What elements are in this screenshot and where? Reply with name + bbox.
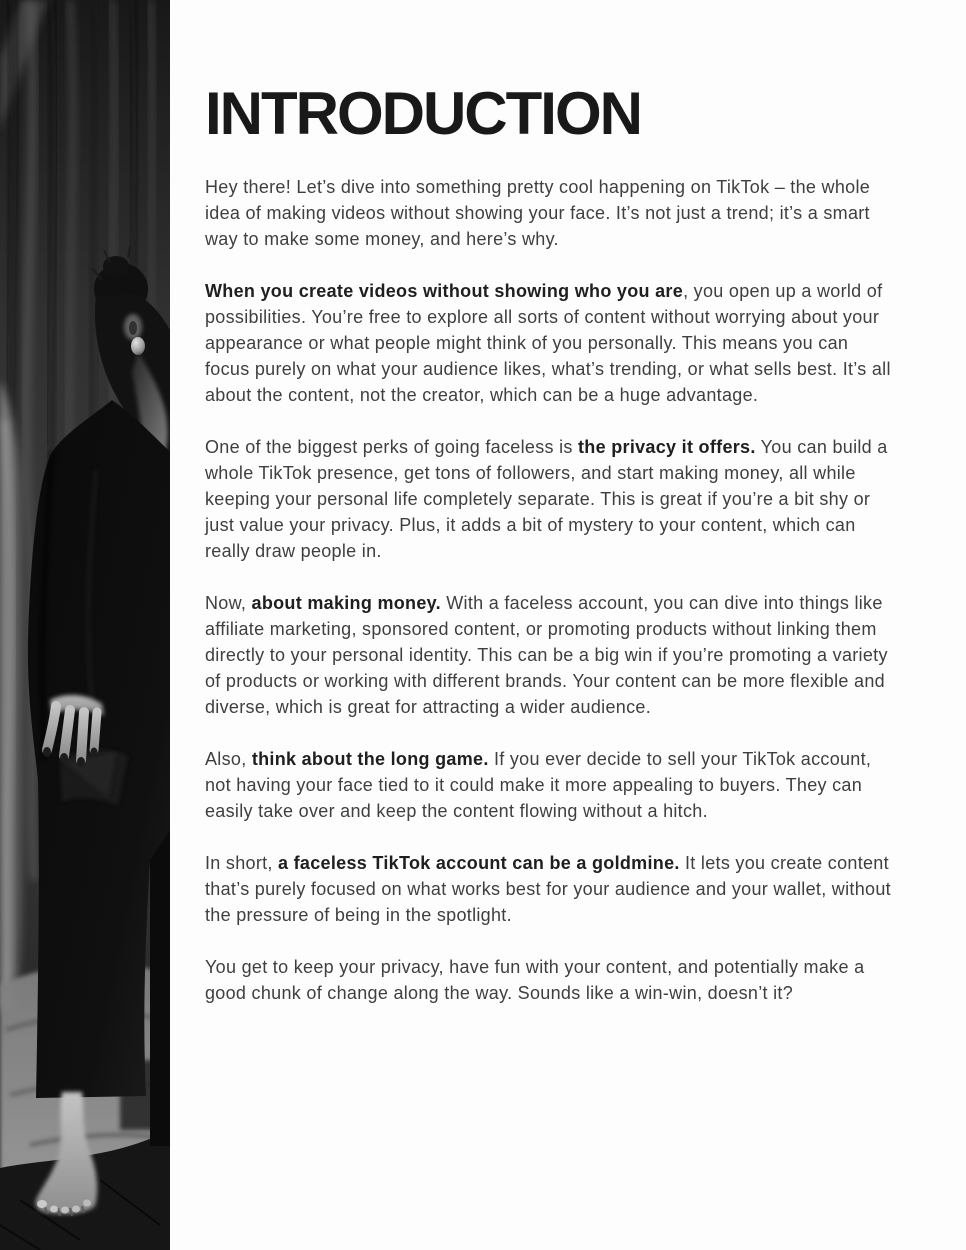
text-run: You can build a whole TikTok presence, get tons of followers, and start making money, all while keeping your personal life completely separate. This is great if you’re a bit shy or just value your privacy. Plus, it adds a bit of mystery to your content, which can really draw people in. <box>205 437 888 561</box>
text-run: With a faceless account, you can dive into things like affiliate marketing, sponsored content, or promoting products without linking them directly to your personal identity. This can be a big win if you’re promoting a variety of products or working with different brands. Your content can be more flexible and diverse, which is great for attracting a wider audience. <box>205 593 888 717</box>
article <box>205 0 895 1006</box>
bold-text-run: the privacy it offers. <box>578 437 756 457</box>
text-run: You get to keep your privacy, have fun with your content, and potentially make a good chunk of change along the way. Sounds like a win-win, doesn’t it? <box>205 957 865 1003</box>
bold-text-run: think about the long game. <box>251 749 489 769</box>
text-run: , you open up a world of possibilities. You’re free to explore all sorts of content without worrying about your appearance or what people might think of you personally. This means you can focus purely on what your audience likes, what’s trending, or what sells best. It’s all about the content, not the creator, which can be a huge advantage. <box>205 281 891 405</box>
fingernail <box>77 757 85 767</box>
text-run: It lets you create content that’s purely focused on what works best for your audience and your wallet, without the pressure of being in the spotlight. <box>205 853 891 925</box>
article-body <box>205 174 895 1006</box>
bold-text-run: about making money. <box>251 593 441 613</box>
text-run: Now, <box>205 593 252 613</box>
text-run: If you ever decide to sell your TikTok account, not having your face tied to it could make it more appealing to buyers. They can easily take over and keep the content flowing without a hitch. <box>205 749 872 821</box>
paragraph <box>205 746 895 824</box>
text-run: Hey there! Let’s dive into something pretty cool happening on TikTok – the whole idea of making videos without showing your face. It’s not just a trend; it’s a smart way to make some money, and here’s why. <box>205 177 871 249</box>
paragraph <box>205 850 895 928</box>
page-title: INTRODUCTION <box>205 80 641 147</box>
paragraph <box>205 278 895 408</box>
chair-leg <box>150 826 170 1146</box>
paragraph <box>205 954 895 1006</box>
paragraph <box>205 434 895 564</box>
fingernail <box>60 753 68 763</box>
text-run: In short, <box>205 853 279 873</box>
text-run: One of the biggest perks of going faceless is <box>205 437 579 457</box>
bold-text-run: a faceless TikTok account can be a goldmine. <box>278 853 680 873</box>
hero-photo <box>0 0 170 1250</box>
paragraph <box>205 590 895 720</box>
text-run: Also, <box>205 749 252 769</box>
fingernail <box>91 748 98 757</box>
paragraph <box>205 174 895 252</box>
fingernail <box>43 747 51 757</box>
bold-text-run: When you create videos without showing who you are <box>205 281 684 301</box>
